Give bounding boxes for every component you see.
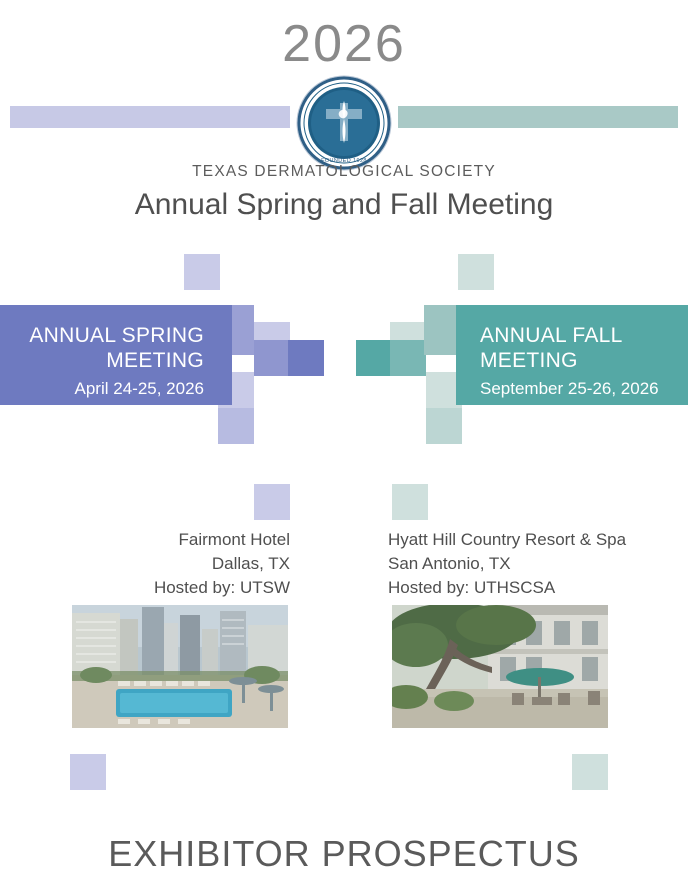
decorative-square xyxy=(184,254,220,290)
banner-spring-meeting xyxy=(0,305,232,405)
decorative-square xyxy=(572,754,608,790)
venue-fall-name: Hyatt Hill Country Resort & Spa xyxy=(388,530,627,549)
venue-spring-host: Hosted by: UTSW xyxy=(153,578,290,597)
banner-fall-dates: September 25-26, 2026 xyxy=(480,379,659,398)
svg-text:FOUNDED 1928: FOUNDED 1928 xyxy=(321,158,367,164)
meeting-title: Annual Spring and Fall Meeting xyxy=(134,188,554,221)
banner-fall-meeting xyxy=(456,305,688,405)
venue-spring-name: Fairmont Hotel xyxy=(178,530,290,549)
venue-spring xyxy=(0,528,290,600)
venue-fall xyxy=(388,528,688,600)
decorative-square xyxy=(218,408,254,444)
decorative-square xyxy=(356,340,392,376)
decorative-square xyxy=(424,305,460,355)
page-footer-title: EXHIBITOR PROSPECTUS xyxy=(108,833,580,874)
venue-fall-city: San Antonio, TX xyxy=(388,554,511,573)
page-year: 2026 xyxy=(282,15,406,73)
society-name: TEXAS DERMATOLOGICAL SOCIETY xyxy=(192,163,496,180)
banner-fall-name: ANNUAL FALL MEETING xyxy=(480,324,622,372)
decorative-band-right xyxy=(398,106,678,128)
venue-fall-host: Hosted by: UTHSCSA xyxy=(388,578,556,597)
decorative-square xyxy=(458,254,494,290)
decorative-square xyxy=(392,484,428,520)
decorative-band-left xyxy=(10,106,290,128)
banner-spring-name: ANNUAL SPRING MEETING xyxy=(29,324,204,372)
photo-hyatt-hill-country-resort xyxy=(392,605,608,728)
decorative-square xyxy=(426,408,462,444)
banner-spring-dates: April 24-25, 2026 xyxy=(74,379,204,398)
decorative-square xyxy=(70,754,106,790)
decorative-square xyxy=(254,484,290,520)
decorative-square xyxy=(288,340,324,376)
society-seal-icon xyxy=(296,75,392,171)
photo-fairmont-hotel xyxy=(72,605,288,728)
venue-spring-city: Dallas, TX xyxy=(211,554,290,573)
decorative-square xyxy=(390,340,426,376)
decorative-square xyxy=(254,340,290,376)
